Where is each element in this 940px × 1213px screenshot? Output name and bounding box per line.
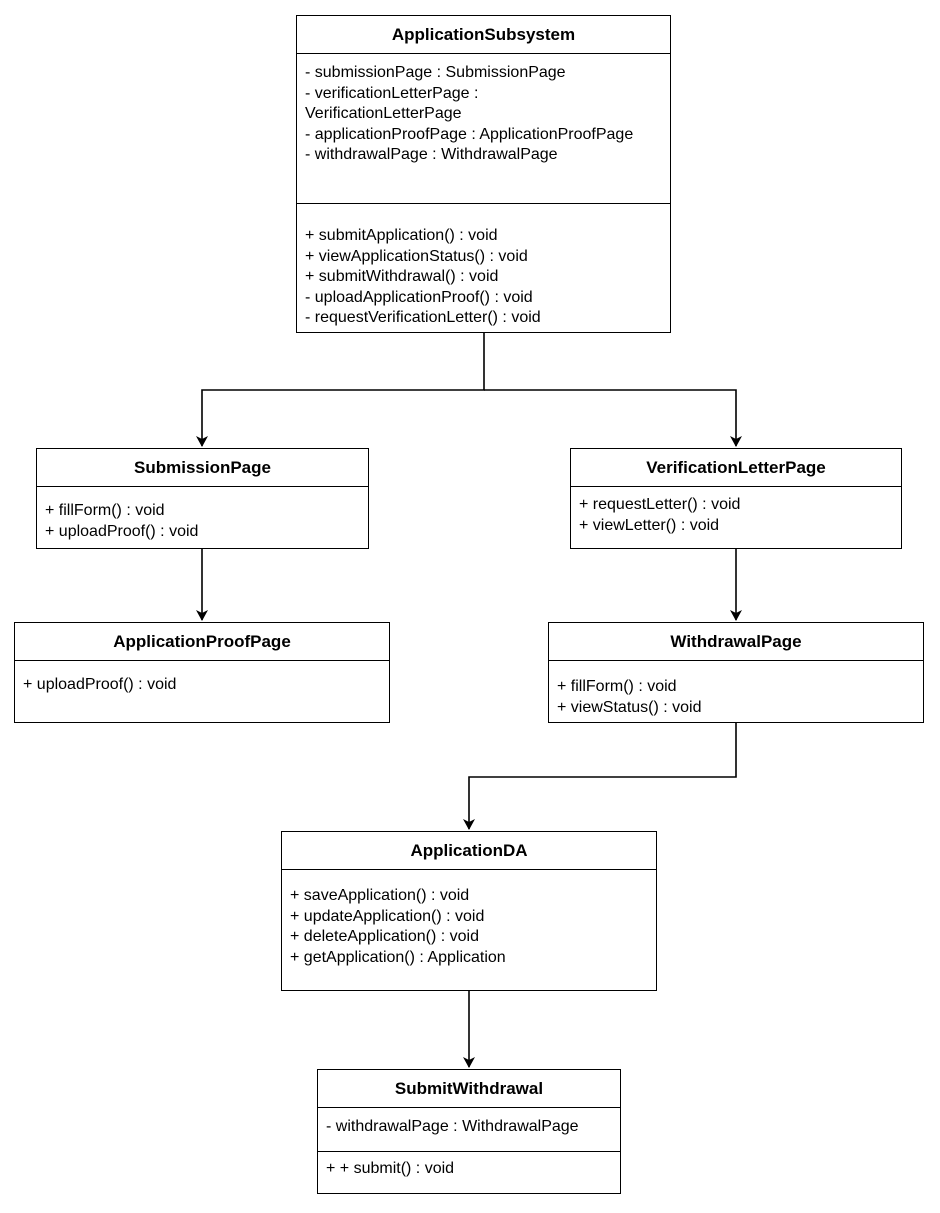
method: + viewApplicationStatus() : void xyxy=(305,247,528,265)
attributes-section xyxy=(297,54,670,204)
method: + fillForm() : void xyxy=(45,502,165,519)
attribute: - withdrawalPage : WithdrawalPage xyxy=(305,146,558,164)
attribute: - submissionPage : SubmissionPage xyxy=(305,64,566,81)
class-name: ApplicationProofPage xyxy=(15,623,389,661)
class-name: ApplicationDA xyxy=(282,832,656,870)
class-name: WithdrawalPage xyxy=(549,623,923,661)
class-name: ApplicationSubsystem xyxy=(297,16,670,54)
methods-section xyxy=(297,204,670,329)
attribute: VerificationLetterPage xyxy=(305,105,462,123)
class-withdrawal-page[interactable] xyxy=(548,622,924,723)
arrow-subsystem-to-verification xyxy=(484,390,736,446)
method: + updateApplication() : void xyxy=(290,907,485,925)
class-name: SubmitWithdrawal xyxy=(318,1070,620,1108)
attribute: - withdrawalPage : WithdrawalPage xyxy=(326,1118,579,1135)
methods-section xyxy=(15,661,389,696)
method: + fillForm() : void xyxy=(557,678,677,695)
method: + requestLetter() : void xyxy=(579,496,741,513)
class-name: SubmissionPage xyxy=(37,449,368,487)
class-name: VerificationLetterPage xyxy=(571,449,901,487)
methods-section xyxy=(549,661,923,718)
method: + uploadProof() : void xyxy=(23,676,177,693)
attributes-section xyxy=(318,1108,620,1152)
class-submission-page[interactable] xyxy=(36,448,369,549)
arrow-withdrawal-to-da xyxy=(469,722,736,829)
method: + submitWithdrawal() : void xyxy=(305,268,499,286)
method: + deleteApplication() : void xyxy=(290,928,479,946)
attribute: - applicationProofPage : ApplicationProofPage xyxy=(305,125,634,143)
method: + submitApplication() : void xyxy=(305,227,498,244)
methods-section xyxy=(37,487,368,542)
method: + uploadProof() : void xyxy=(45,522,199,540)
class-application-da[interactable] xyxy=(281,831,657,991)
class-application-subsystem[interactable] xyxy=(296,15,671,333)
method: + saveApplication() : void xyxy=(290,887,470,904)
method: - requestVerificationLetter() : void xyxy=(305,309,541,327)
method: + viewStatus() : void xyxy=(557,698,702,716)
method: + viewLetter() : void xyxy=(579,516,720,534)
methods-section xyxy=(318,1152,620,1180)
methods-section xyxy=(571,487,901,536)
class-submit-withdrawal[interactable] xyxy=(317,1069,621,1194)
method: + getApplication() : Application xyxy=(290,948,506,966)
class-application-proof-page[interactable] xyxy=(14,622,390,723)
class-verification-letter-page[interactable] xyxy=(570,448,902,549)
method: + + submit() : void xyxy=(326,1160,455,1177)
method: - uploadApplicationProof() : void xyxy=(305,288,533,306)
methods-section xyxy=(282,870,656,968)
arrow-subsystem-to-submission xyxy=(202,333,484,446)
attribute: - verificationLetterPage : xyxy=(305,84,479,102)
